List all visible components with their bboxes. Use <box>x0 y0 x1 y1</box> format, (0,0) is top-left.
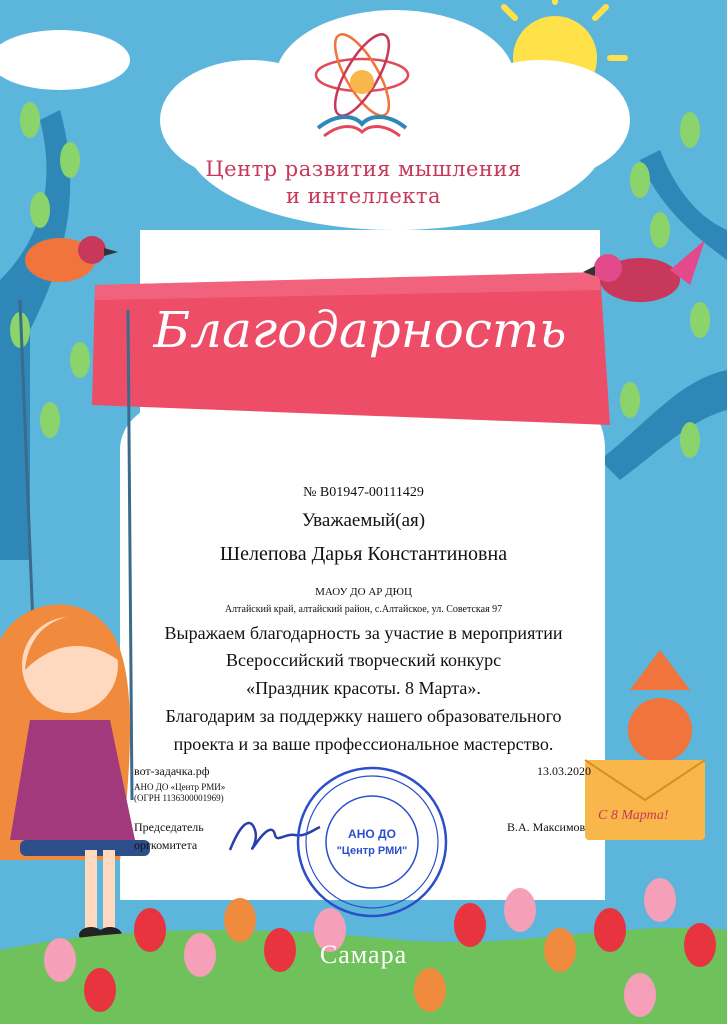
stamp-center-line1: АНО ДО <box>348 827 396 841</box>
recipient-name: Шелепова Дарья Константиновна <box>219 543 508 565</box>
body-line-4: Благодарим за поддержку нашего образовательного <box>165 706 562 726</box>
banner-title: Благодарность <box>153 301 567 359</box>
org-short: АНО ДО «Центр РМИ» <box>134 782 226 792</box>
website: вот-задачка.рф <box>134 764 210 778</box>
body-line-3: «Праздник красоты. 8 Марта». <box>246 678 481 698</box>
envelope-text: С 8 Марта! <box>598 808 669 823</box>
stamp-center-line2: "Центр РМИ" <box>336 845 408 857</box>
body-line-1: Выражаем благодарность за участие в мероприятии <box>164 623 563 643</box>
organization-title-line1: Центр развития мышления <box>205 157 522 181</box>
issue-date: 13.03.2020 <box>537 764 591 778</box>
school-address: Алтайский край, алтайский район, с.Алтайское, ул. Советская 97 <box>224 604 503 615</box>
body-line-5: проекта и за ваше профессиональное мастерство. <box>173 734 554 754</box>
certificate-number: № В01947-00111429 <box>303 485 424 500</box>
greeting: Уважаемый(ая) <box>301 510 426 531</box>
stamp-icon <box>292 762 452 922</box>
city-name: Самара <box>319 940 408 969</box>
chair-name: В.А. Максимов <box>507 820 586 834</box>
organization-title-line2: и интеллекта <box>285 184 442 208</box>
body-line-2: Всероссийский творческий конкурс <box>225 650 502 670</box>
school-name: МАОУ ДО АР ДЮЦ <box>315 586 412 598</box>
chair-title-line1: Председатель <box>134 820 204 834</box>
organization-title <box>0 156 727 210</box>
ogrn: (ОГРН 1136300001969) <box>134 793 224 803</box>
chair-title-line2: оргкомитета <box>134 838 198 852</box>
